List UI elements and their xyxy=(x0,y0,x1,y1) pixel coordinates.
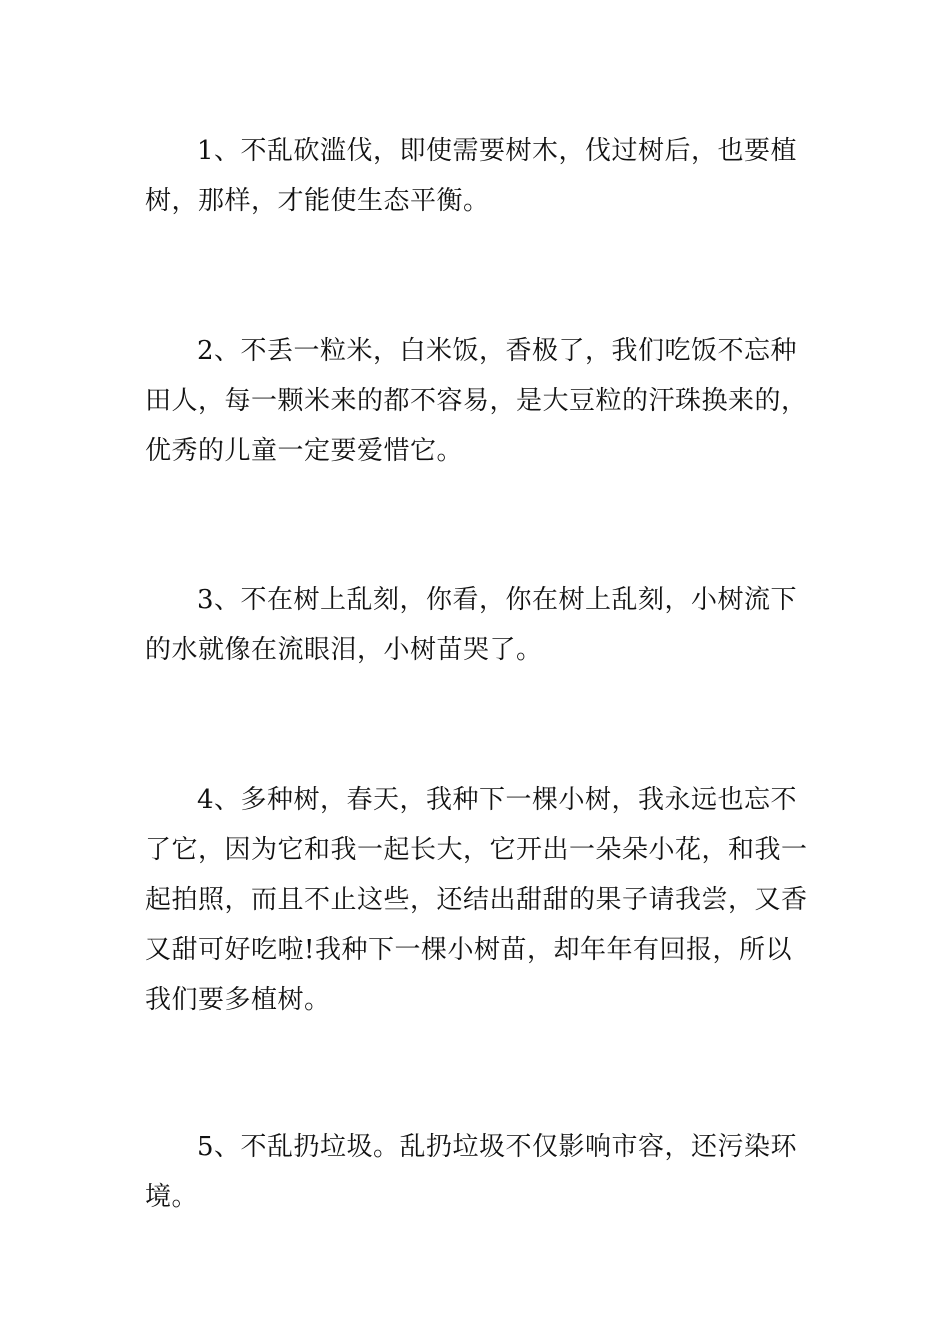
paragraph-2: 2、不丢一粒米，白米饭，香极了，我们吃饭不忘种田人，每一颗米来的都不容易，是大豆粒的汗珠换来的，优秀的儿童一定要爱惜它。 xyxy=(145,336,808,466)
paragraph-1: 1、不乱砍滥伐，即使需要树木，伐过树后，也要植树，那样，才能使生态平衡。 xyxy=(145,136,798,216)
paragraph-5: 5、不乱扔垃圾。乱扔垃圾不仅影响市容，还污染环境。 xyxy=(145,1132,798,1212)
paragraph-3: 3、不在树上乱刻，你看，你在树上乱刻，小树流下的水就像在流眼泪，小树苗哭了。 xyxy=(145,585,798,665)
paragraph-4: 4、多种树，春天，我种下一棵小树，我永远也忘不了它，因为它和我一起长大，它开出一朵朵小花，和我一起拍照，而且不止这些，还结出甜甜的果子请我尝，又香又甜可好吃啦!我种下一棵小树苗，却年年有回报，所以我们要多植树。 xyxy=(145,785,808,1015)
